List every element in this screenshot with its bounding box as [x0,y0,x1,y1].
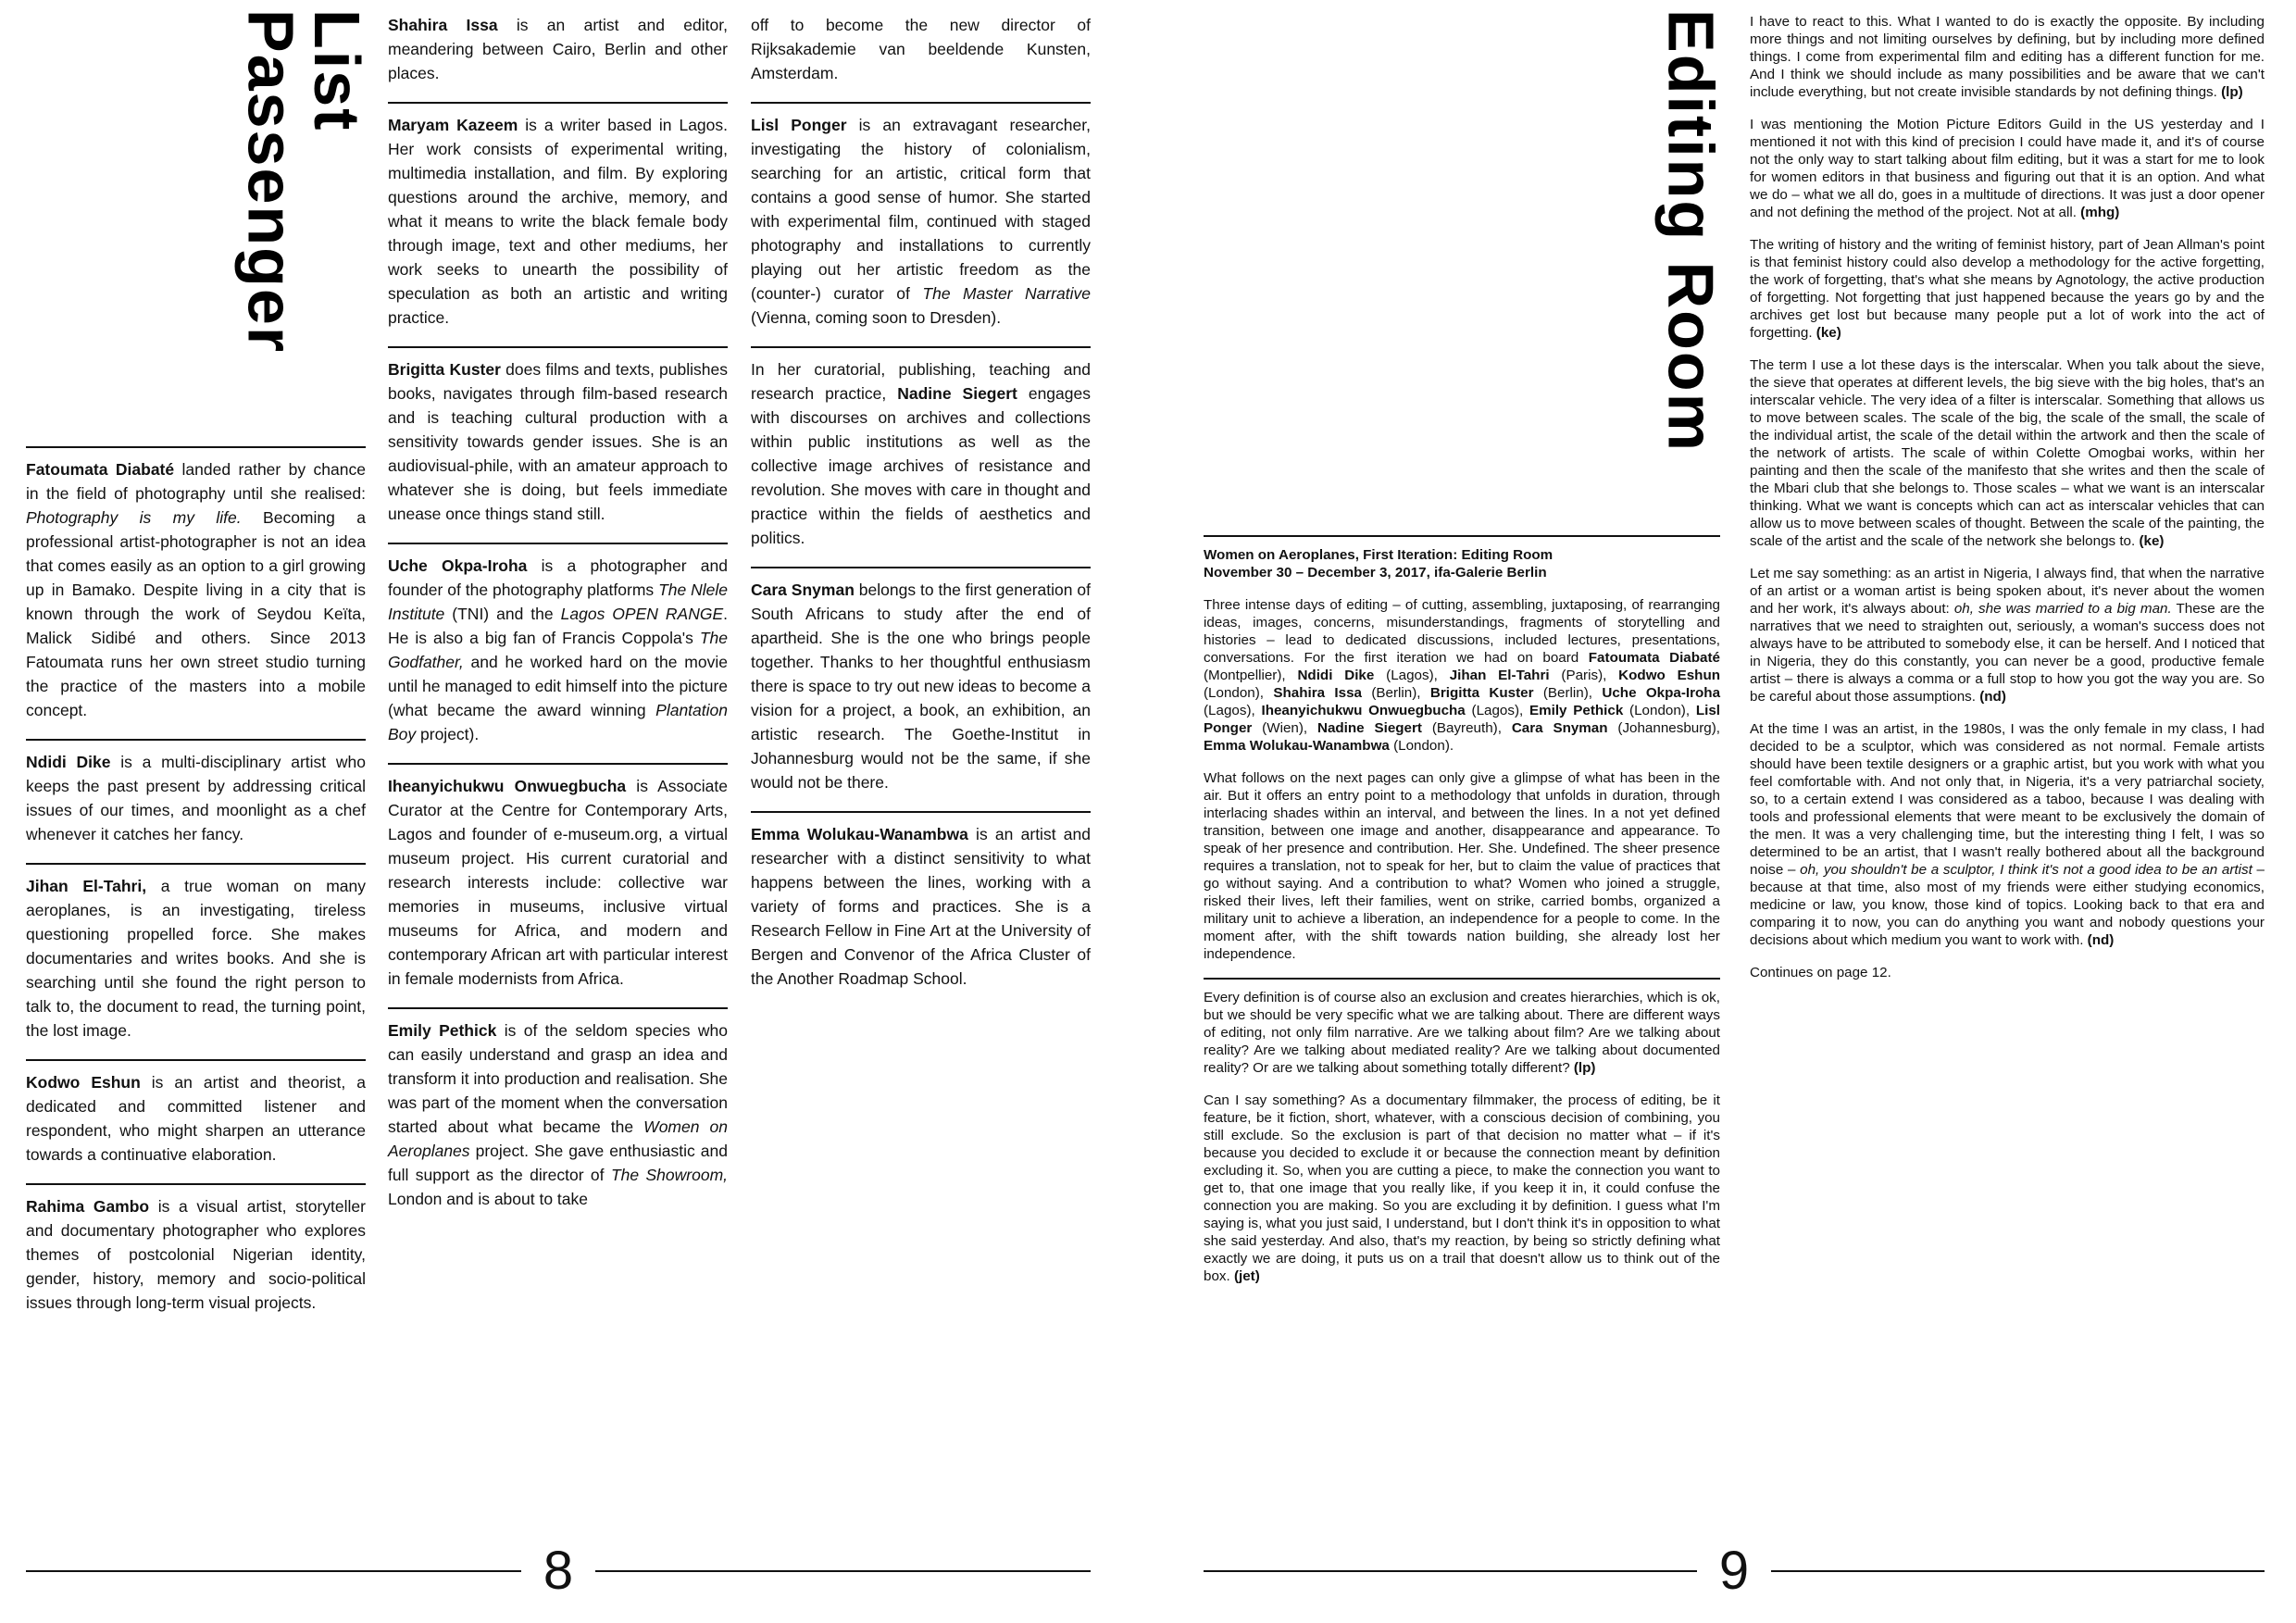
quote-mhg [1750,116,2265,221]
bio-cara-snyman [751,567,1091,794]
editing-room-intro [1204,596,1720,755]
text-segment: Every definition is of course also an exclusion and creates hierarchies, which is ok, but we should be very specific what we are talking about. There are different ways of editing, not only film narrative. Are we talking about film? Are we talking about reality? Are we talking about mediated reality? Are we talking about documented reality? Or are we talking about something totally different? [1204,990,1720,1076]
text-segment: The Nlele Institute [388,581,728,623]
bio-emily-pethick-continued [751,13,1091,85]
text-segment: In her curatorial, publishing, teaching and research practice, [751,360,1091,403]
text-segment: Jihan El-Tahri, [26,877,147,895]
text-segment: Emma Wolukau-Wanambwa [751,825,968,843]
text-segment: Uche Okpa-Iroha [1602,685,1721,701]
text-segment: (Lagos), [1204,703,1262,718]
text-segment: I have to react to this. What I wanted to do is exactly the opposite. By including more things and not limiting ourselves by defining, but by including more defined things. I come from experimental film and editing has a different function for me. And I think we should include as many possibilities and be aware that we can't include everything, but not create invisible standards by not defining things. [1750,14,2265,100]
text-segment: The Showroom, [610,1166,729,1184]
bio-kodwo-eshun [26,1059,366,1167]
text-segment: (nd) [1979,689,2006,705]
bio-fatoumata-diabate [26,446,366,722]
text-segment: Jihan El-Tahri [1449,668,1550,683]
right-page-footer [1204,1541,2265,1601]
text-segment: project. She gave enthusiastic and full support as the director of [388,1142,728,1184]
text-segment: Brigitta Kuster [1429,685,1534,701]
text-segment: Iheanyichukwu Onwuegbucha [388,777,627,795]
text-segment: (Bayreuth), [1421,720,1512,736]
bio-jihan-el-tahri [26,863,366,1042]
text-segment: is a multi-disciplinary artist who keeps the past present by addressing critical issues of our times, and moonlight as a chef whenever it catches her fancy. [26,753,366,843]
text-segment: Becoming a professional artist-photographer is not an idea that comes easily as an option to a girl growing up in Bamako. Despite living in a city that is known through the work of Seydou Keïta, Malick Sidibé and others. Since 2013 Fatoumata runs her own street studio turning the practice of the masters into a mobile concept. [26,508,366,719]
text-segment: (ke) [1816,325,1841,341]
bio-maryam-kazeem [388,102,728,330]
quote-nd-2 [1750,720,2265,949]
text-segment: Shahira Issa [388,16,498,34]
quote-lp-1 [1204,978,1720,1077]
text-segment: The writing of history and the writing of feminist history, part of Jean Allman's point is that feminist history could also develop a methodology for the active forgetting, the work of forgetting, that's what she means by Agnotology, the active production of forgetting. Not forgetting that just happened because the years go by and the archives get lost but because many people put a lot of work into the act of forgetting. [1750,237,2265,341]
text-segment: Women on Aeroplanes [388,1117,728,1160]
title-line: List [300,9,373,132]
text-segment: (Wien), [1252,720,1317,736]
text-segment: Nadine Siegert [897,384,1017,403]
text-segment: The term I use a lot these days is the interscalar. When you talk about the sieve, the sieve that operates at different levels, the big sieve with the big holes, that's an interscalar vehicle. The very idea of a filter is interscalar. Something that allows us to move between scales. The scale of the big, the scale of the small, the scale of the individual artist, the scale of the detail within the artwork and then the scale of the network of artists. The scale of within Colette Omogbai works, within her painting and then the scale of the manifesto that she writes and then the scale of the Mbari club that she belongs to. Those scales – what we want is an interscalar thinking. What we want is concepts which can act as interscalar vehicles that can allow us to move between scales of thought. Between the scale of the painting, the scale of the artist and the scale of the network she belongs to. [1750,357,2265,549]
text-segment: landed rather by chance in the field of photography until she realised: [26,460,366,503]
left-page-title [234,9,373,355]
quote-jet [1204,1092,1720,1285]
text-segment: is a writer based in Lagos. Her work consists of experimental writing, multimedia installation, and film. By exploring questions around the archive, memory, and what it means to write the black female body through image, text and other mediums, her work seeks to unearth the possibility of speculation as both an artistic and writing practice. [388,116,729,327]
title-line: Editing Room [1654,9,1728,453]
text-segment: is Associate Curator at the Centre for Contemporary Arts, Lagos and founder of e-museum.org, a virtual museum project. His current curatorial and research interests include: collective war memories in museums, inclusive virtual museums for Africa, and modern and contemporary African art with particular interest in female modernists from Africa. [388,777,728,988]
editing-room-methodology [1204,769,1720,963]
left-page-footer [26,1541,1091,1601]
text-segment: (Lagos), [1465,703,1529,718]
text-segment: Let me say something: as an artist in Nigeria, I always find, that when the narrative of an artist or a woman artist is being spoken about, it's never about the women and her work, it's always about: [1750,566,2265,617]
text-segment: Fatoumata Diabaté [26,460,175,479]
passenger-list-column-3 [751,13,1091,991]
text-segment: Emily Pethick [1529,703,1624,718]
text-segment: Lisl Ponger [1204,703,1720,736]
bio-uche-okpa-iroha [388,543,728,746]
text-segment: is an artist and editor, meandering between Cairo, Berlin and other places. [388,16,728,82]
text-segment: (London), [1204,685,1274,701]
text-segment: (jet) [1233,1268,1260,1284]
right-page-title [1654,9,1728,453]
text-segment: off to become the new director of Rijksakademie van beeldende Kunsten, Amsterdam. [751,16,1091,82]
text-segment: engages with discourses on archives and collections within public institutions as well as the collective image archives of resistance and revolution. She moves with care in thought and practice within the fields of aesthetics and politics. [751,384,1091,547]
text-segment: Brigitta Kuster [388,360,501,379]
text-segment: Fatoumata Diabaté [1588,650,1720,666]
text-segment: and he worked hard on the movie until he managed to edit himself into the picture (what became the award winning [388,653,728,719]
quote-nd-1 [1750,565,2265,705]
text-segment: Kodwo Eshun [26,1073,141,1092]
bio-emily-pethick [388,1007,728,1211]
bio-rahima-gambo [26,1183,366,1315]
text-segment: Lisl Ponger [751,116,847,134]
text-segment: oh, she was married to a big man. [1953,601,2172,617]
text-segment: (nd) [2087,932,2115,948]
text-segment: (Paris), [1549,668,1619,683]
bio-emma-wolukau-wanambwa [751,811,1091,991]
text-segment: Ndidi Dike [1297,668,1375,683]
quote-ke-1 [1750,236,2265,342]
bio-ndidi-dike [26,739,366,846]
text-segment: is a visual artist, storyteller and documentary photographer who explores themes of postcolonial Nigerian identity, gender, history, memory and socio-political issues through long-term visual projects. [26,1197,366,1312]
footer-rule [26,1570,521,1572]
editing-room-column-2 [1750,13,2265,981]
text-segment: (ke) [2139,533,2165,549]
bio-lisl-ponger [751,102,1091,330]
page-number: 8 [543,1541,574,1601]
text-segment: is an artist and researcher with a distinct sensitivity to what happens between the lines, working with a variety of forms and practices. She is a Research Fellow in Fine Art at the University of Bergen and Convenor of the Africa Cluster of the Another Roadmap School. [751,825,1091,988]
text-segment: Maryam Kazeem [388,116,518,134]
page-number: 9 [1718,1541,1750,1601]
text-segment: Shahira Issa [1273,685,1362,701]
text-segment: Uche Okpa-Iroha [388,556,528,575]
text-segment: . He is also a big fan of Francis Coppola's [388,605,729,647]
text-segment: a true woman on many aeroplanes, is an investigating, tireless questioning propelled force. She makes documentaries and writes books. And she is searching until she found the right person to talk to, the document to read, the turning point, the lost image. [26,877,367,1040]
bio-brigitta-kuster [388,346,728,526]
bio-shahira-issa [388,13,728,85]
bio-nadine-siegert [751,346,1091,550]
title-line: Passenger [234,9,307,355]
quote-ke-2 [1750,356,2265,550]
text-segment: (Lagos), [1374,668,1450,683]
text-segment: The Godfather, [388,629,728,671]
text-segment: What follows on the next pages can only give a glimpse of what has been in the air. But it offers an entry point to a methodology that unfolds in duration, through interlacing shades within an interval, and between the lines. In a not yet defined transition, between one image and another, disappearance and appearance. To speak of her presence and contribution. Her. She. Undefined. The sheer presence requires a translation, not to speak for her, but to claim the value of practices that go without saying. And a contribution to what? Women who joined a struggle, risked their lives, left their families, went on strike, carried bombs, organized a military unit to achieve a liberation, an independence for a people to come. In the moment after, with the shift towards nation building, she already lost her independence. [1204,770,1720,962]
text-segment: Cara Snyman [751,581,855,599]
text-segment: Three intense days of editing – of cutting, assembling, juxtaposing, of rearranging ideas, images, concerns, misunderstandings, fragments of storytelling and histories – lead to dedicated discussions, included lectures, presentations, conversations. For the first iteration we had on board [1204,597,1720,666]
text-segment: Nadine Siegert [1316,720,1422,736]
text-segment: (Vienna, coming soon to Dresden). [751,308,1002,327]
text-segment: Rahima Gambo [26,1197,150,1216]
text-segment: London and is about to take [388,1190,589,1208]
text-segment: does films and texts, publishes books, navigates through film-based research and is teaching cultural production with a sensitivity towards gender issues. She is an audiovisual-phile, with an amateur approach to whatever she is doing, but feels immediate unease once things stand still. [388,360,728,523]
text-segment: Ndidi Dike [26,753,111,771]
quote-lp-2 [1750,13,2265,101]
text-segment: These are the narratives that we need to straighten out, seriously, a woman's success does not always have to be attributed to somebody else, it can be herself. And I noticed that in Nigeria, they do this constantly, you can never be a good, productive female artist – there is always a comma or a full stop to how you got the way you are. So be careful about those assumptions. [1750,601,2265,705]
text-segment: Iheanyichukwu Onwuegbucha [1261,703,1466,718]
text-segment: (Montpellier), [1204,668,1298,683]
text-segment: belongs to the first generation of South Africans to study after the end of apartheid. She is the one who brings people together. Thanks to her thoughtful enthusiasm there is space to try out new ideas to become a vision for a project, a book, an exhibition, an artistic research. The Goethe-Institut in Johannesburg would not be the same, if she would not be there. [751,581,1091,792]
text-segment: is a photographer and founder of the photography platforms [388,556,728,599]
text-segment: Continues on page 12. [1750,965,1891,980]
text-segment: oh, you shouldn't be a sculptor, I think it's not a good idea to be an artist [1800,862,2252,878]
text-segment: (London). [1389,738,1454,754]
bio-iheanyichukwu-onwuegbucha [388,763,728,991]
passenger-list-column-1 [26,446,366,1315]
text-segment: – because at that time, also most of my friends were either studying economics, medicine or law, you know, those kind of topics. Looking back to that era and comparing it to now, you can do anything you want and nobody questions your decisions about which medium you want to work with. [1750,862,2265,948]
footer-rule [595,1570,1091,1572]
text-segment: project). [416,725,480,743]
text-segment: Can I say something? As a documentary filmmaker, the process of editing, be it feature, be it fiction, short, whatever, with a conscious decision of combining, you still exclude. So the exclusion is part of that decision no matter what – if it's because you decided to exclude it or because the connection meant by definition excluding it. So, when you are cutting a piece, to make the connection you want to get to, that one image that you really like, if you keep it in, it could confuse the connection you are making. So you are excluding it by definition. I guess what I'm saying is, what you just said, I understand, but I don't think it's in opposition to what she said yesterday. And also, that's my reaction, by being so strictly defining what exactly we are doing, it puts us on a trail that doesn't allow us to think out of the box. [1204,1092,1720,1284]
text-segment: Emily Pethick [388,1021,497,1040]
continues-note [1750,964,2265,981]
text-segment: At the time I was an artist, in the 1980s, I was the only female in my class, I had decided to be a sculptor, which was considered as not normal. Female artists should have been textile designers or a graphic artist, but you work with what you feel comfortable with. And not only that, in Nigeria, it's a very patriarchal society, so, to a certain extend I was considered as a taboo, because I was dealing with tools and professional elements that were meant to be exclusively the domain of the men. It was a very challenging time, but the interesting thing I felt, I was so determined to be an artist, that I wasn't really bothered about all the background noise – [1750,721,2265,878]
text-segment: is an artist and theorist, a dedicated and committed listener and respondent, who might sharpen an utterance towards a continuative elaboration. [26,1073,366,1164]
text-segment: November 30 – December 3, 2017, ifa-Galerie Berlin [1204,565,1547,581]
text-segment: Photography is my life. [26,508,242,527]
text-segment: (London), [1623,703,1696,718]
text-segment: Emma Wolukau-Wanambwa [1204,738,1390,754]
text-segment: Women on Aeroplanes, First Iteration: Editing Room [1204,547,1554,563]
passenger-list-column-2 [388,13,728,1211]
text-segment: (Berlin), [1362,685,1430,701]
text-segment: (lp) [2221,84,2243,100]
text-segment: The Master Narrative [922,284,1091,303]
footer-rule [1771,1570,2265,1572]
text-segment: (mhg) [2080,205,2120,220]
text-segment: (TNI) and the [444,605,561,623]
editing-room-column-1 [1204,535,1720,1285]
text-segment: Kodwo Eshun [1618,668,1721,683]
text-segment: is an extravagant researcher, investigating the history of colonialism, searching for an artistic, critical form that contains a good sense of humor. She started with experimental film, continued with staged photography and installations to currently playing out her artistic freedom as the (counter-) curator of [751,116,1091,303]
footer-rule [1204,1570,1697,1572]
text-segment: Plantation Boy [388,701,728,743]
text-segment: (lp) [1573,1060,1596,1076]
editing-room-heading [1204,535,1720,581]
text-segment: Lagos OPEN RANGE [560,605,724,623]
text-segment: is of the seldom species who can easily understand and grasp an idea and transform it into production and realisation. She was part of the moment when the conversation started about what became the [388,1021,728,1136]
text-segment: (Berlin), [1533,685,1603,701]
text-segment: I was mentioning the Motion Picture Editors Guild in the US yesterday and I mentioned it not with this kind of precision I could have made it, and it's of course not the only way to start talking about film editing, but it was a start for me to look for women editors in that business and figuring out that it is an option. And what we do – what we all do, goes in a multitude of directions. It was just a door opener and not defining the method of the project. Not at all. [1750,117,2265,220]
text-segment: Cara Snyman [1511,720,1608,736]
text-segment: (Johannesburg), [1607,720,1720,736]
